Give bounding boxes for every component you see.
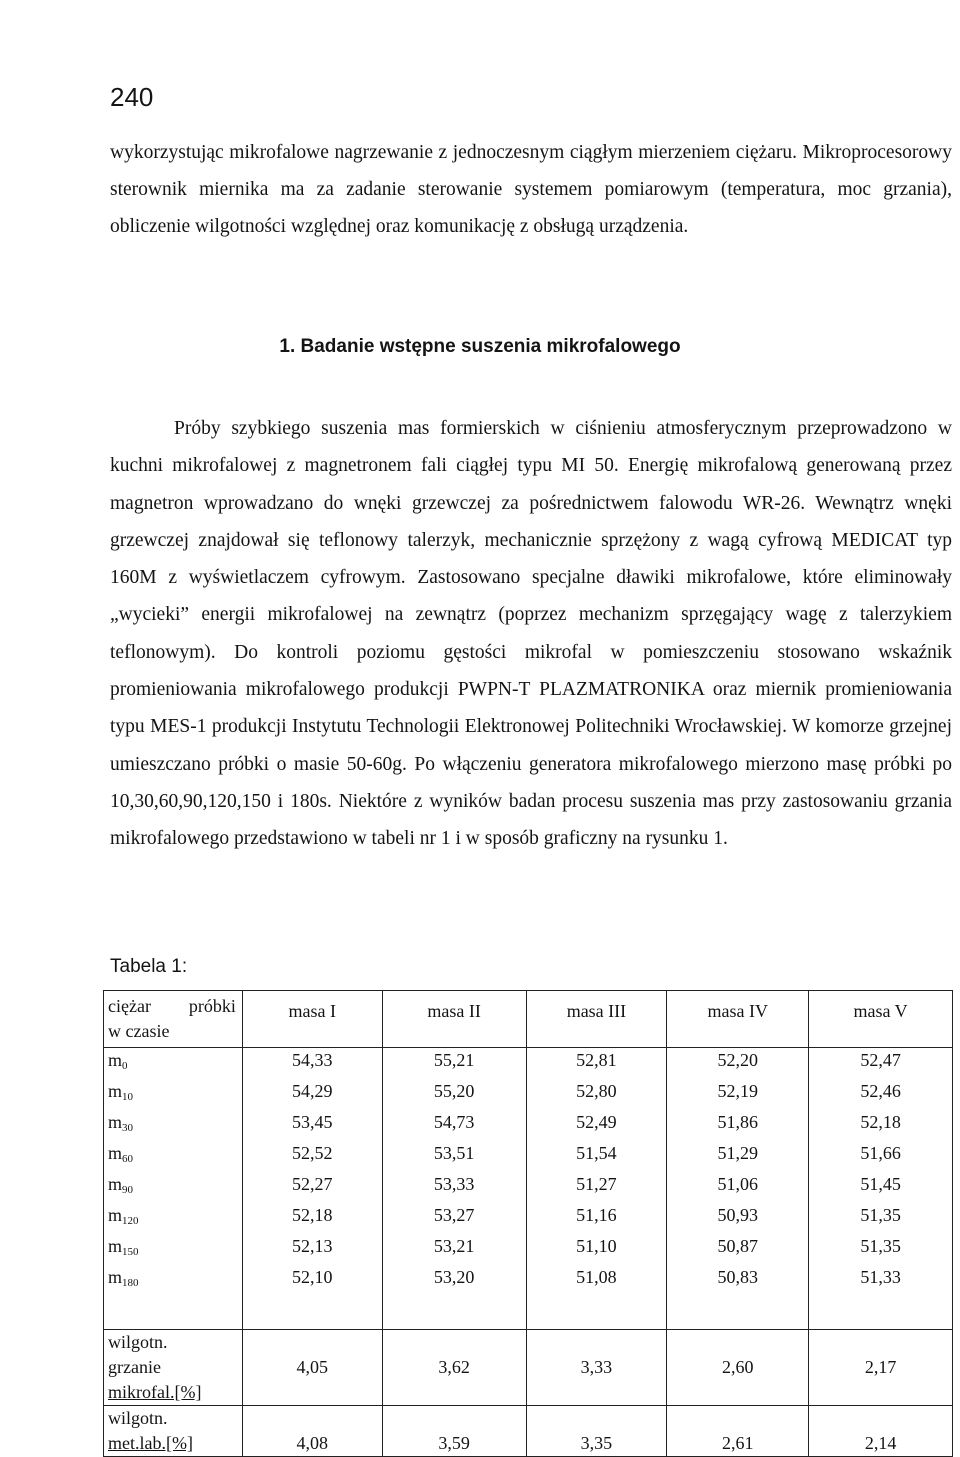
table-spacer-cell xyxy=(242,1303,382,1330)
table-cell: 53,27 xyxy=(382,1203,526,1234)
table-cell: 51,08 xyxy=(526,1265,667,1303)
table-cell: 2,14 xyxy=(809,1406,953,1457)
row-label-base: m xyxy=(108,1050,123,1070)
row-label-base: m xyxy=(108,1236,123,1256)
row-label-line: grzanie xyxy=(108,1357,161,1377)
table-cell: 51,54 xyxy=(526,1141,667,1172)
table-cell: 52,18 xyxy=(809,1110,953,1141)
row-label xyxy=(104,1406,243,1457)
results-table xyxy=(103,990,953,1457)
table-cell: 51,66 xyxy=(809,1141,953,1172)
table-cell: 52,46 xyxy=(809,1079,953,1110)
row-label-subscript: 120 xyxy=(122,1215,139,1227)
table-cell: 50,83 xyxy=(667,1265,809,1303)
row-label-subscript: 0 xyxy=(122,1060,128,1072)
row-label-subscript: 180 xyxy=(122,1277,139,1289)
table-cell: 51,29 xyxy=(667,1141,809,1172)
table-spacer-row xyxy=(104,1303,953,1330)
row-label-line: mikrofal.[%] xyxy=(108,1382,202,1402)
row-label xyxy=(104,1110,243,1141)
table-cell: 51,10 xyxy=(526,1234,667,1265)
table-cell: 52,18 xyxy=(242,1203,382,1234)
header-weight-line2: w czasie xyxy=(108,1021,170,1041)
table-spacer-cell xyxy=(809,1303,953,1330)
table-row xyxy=(104,1172,953,1203)
table-row-moisture-heating xyxy=(104,1330,953,1406)
table-cell: 4,05 xyxy=(242,1330,382,1406)
table-cell: 2,61 xyxy=(667,1406,809,1457)
table-cell: 4,08 xyxy=(242,1406,382,1457)
table-cell: 52,20 xyxy=(667,1048,809,1080)
table-cell: 52,47 xyxy=(809,1048,953,1080)
table-cell: 54,29 xyxy=(242,1079,382,1110)
row-label-base: m xyxy=(108,1081,123,1101)
table-cell: 52,49 xyxy=(526,1110,667,1141)
header-weight-label xyxy=(104,991,243,1048)
table-cell: 53,21 xyxy=(382,1234,526,1265)
row-label-base: m xyxy=(108,1112,123,1132)
table-cell: 54,73 xyxy=(382,1110,526,1141)
row-label xyxy=(104,1234,243,1265)
table-cell: 53,45 xyxy=(242,1110,382,1141)
table-cell: 53,51 xyxy=(382,1141,526,1172)
row-label-subscript: 10 xyxy=(122,1091,134,1103)
row-label xyxy=(104,1048,243,1080)
header-col-1: masa I xyxy=(242,991,382,1048)
table-cell: 52,13 xyxy=(242,1234,382,1265)
row-label xyxy=(104,1141,243,1172)
table-cell: 51,33 xyxy=(809,1265,953,1303)
row-label-subscript: 30 xyxy=(122,1122,134,1134)
table-cell: 52,27 xyxy=(242,1172,382,1203)
row-label-subscript: 90 xyxy=(122,1184,134,1196)
table-cell: 51,06 xyxy=(667,1172,809,1203)
row-label xyxy=(104,1265,243,1303)
table-row xyxy=(104,1048,953,1080)
row-label-subscript: 60 xyxy=(122,1153,134,1165)
table-row-moisture-lab xyxy=(104,1406,953,1457)
table-cell: 55,21 xyxy=(382,1048,526,1080)
row-label-base: m xyxy=(108,1267,123,1287)
table-spacer-cell xyxy=(382,1303,526,1330)
row-label xyxy=(104,1203,243,1234)
header-col-5: masa V xyxy=(809,991,953,1048)
header-col-4: masa IV xyxy=(667,991,809,1048)
table-cell: 52,10 xyxy=(242,1265,382,1303)
table-row xyxy=(104,1110,953,1141)
row-label xyxy=(104,1079,243,1110)
row-label xyxy=(104,1172,243,1203)
table-cell: 52,81 xyxy=(526,1048,667,1080)
header-col-3: masa III xyxy=(526,991,667,1048)
table-header-row xyxy=(104,991,953,1048)
table-cell: 54,33 xyxy=(242,1048,382,1080)
table-row xyxy=(104,1079,953,1110)
table-cell: 3,35 xyxy=(526,1406,667,1457)
table-cell: 51,27 xyxy=(526,1172,667,1203)
table-cell: 3,62 xyxy=(382,1330,526,1406)
table-cell: 51,45 xyxy=(809,1172,953,1203)
table-cell: 50,87 xyxy=(667,1234,809,1265)
table-cell: 52,19 xyxy=(667,1079,809,1110)
table-cell: 51,35 xyxy=(809,1234,953,1265)
table-cell: 51,35 xyxy=(809,1203,953,1234)
table-cell: 2,17 xyxy=(809,1330,953,1406)
table-row xyxy=(104,1234,953,1265)
row-label-base: m xyxy=(108,1174,123,1194)
table-cell: 55,20 xyxy=(382,1079,526,1110)
table-row xyxy=(104,1141,953,1172)
row-label-line: wilgotn. xyxy=(108,1332,168,1352)
table-cell: 52,52 xyxy=(242,1141,382,1172)
table-row xyxy=(104,1203,953,1234)
table-spacer-cell xyxy=(526,1303,667,1330)
table-cell: 3,59 xyxy=(382,1406,526,1457)
row-label-line: wilgotn. xyxy=(108,1408,168,1428)
table-cell: 53,20 xyxy=(382,1265,526,1303)
table-cell: 3,33 xyxy=(526,1330,667,1406)
table-cell: 51,86 xyxy=(667,1110,809,1141)
row-label xyxy=(104,1330,243,1406)
body-paragraph: Próby szybkiego suszenia mas formierskich w ciśnieniu atmosferycznym przeprowadzono w kuchni mikrofalowej z magnetronem fali ciągłej typu MI 50. Energię mikrofalową generowaną przez magnetron wprowadzano do wnęki grzewczej za pośrednictwem falowodu WR-26. Wewnątrz wnęki grzewczej znajdował się teflonowy talerzyk, mechanicznie sprzężony z wagą cyfrową MEDICAT typ 160M z wyświetlaczem cyfrowym. Zastosowano specjalne dławiki mikrofalowe, które eliminowały „wycieki” energii mikrofalowej na zewnątrz (poprzez mechanizm sprzęgający wagę z talerzykiem teflonowym). Do kontroli poziomu gęstości mikrofal w pomieszczeniu stosowano wskaźnik promieniowania mikrofalowego produkcji PWPN-T PLAZMATRONIKA oraz miernik promieniowania typu MES-1 produkcji Instytutu Technologii Elektronowej Politechniki Wrocławskiej. W komorze grzejnej umieszczano próbki o masie 50-60g. Po włączeniu generatora mikrofalowego mierzono masę próbki po 10,30,60,90,120,150 i 180s. Niektóre z wyników badan procesu suszenia mas przy zastosowaniu grzania mikrofalowego przedstawiono w tabeli nr 1 i w sposób graficzny na rysunku 1. xyxy=(110,418,952,850)
table-cell: 51,16 xyxy=(526,1203,667,1234)
table-cell: 2,60 xyxy=(667,1330,809,1406)
table-spacer-cell xyxy=(104,1303,243,1330)
table-caption: Tabela 1: xyxy=(110,956,188,977)
row-label-subscript: 150 xyxy=(122,1246,139,1258)
table-cell: 53,33 xyxy=(382,1172,526,1203)
table-row xyxy=(104,1265,953,1303)
row-label-line: met.lab.[%] xyxy=(108,1433,193,1453)
row-label-base: m xyxy=(108,1205,123,1225)
page-number: 240 xyxy=(110,82,154,112)
section-heading: 1. Badanie wstępne suszenia mikrofalowego xyxy=(279,336,681,357)
intro-paragraph: wykorzystując mikrofalowe nagrzewanie z jednoczesnym ciągłym mierzeniem ciężaru. Mikroprocesorowy sterownik miernika ma za zadanie sterowanie systemem pomiarowym (temperatura, moc grzania), obliczenie wilgotności względnej oraz komunikację z obsługą urządzenia. xyxy=(110,142,952,237)
table-spacer-cell xyxy=(667,1303,809,1330)
table-cell: 52,80 xyxy=(526,1079,667,1110)
header-col-2: masa II xyxy=(382,991,526,1048)
header-weight-line1: ciężar próbki xyxy=(108,996,236,1016)
table-cell: 50,93 xyxy=(667,1203,809,1234)
row-label-base: m xyxy=(108,1143,123,1163)
